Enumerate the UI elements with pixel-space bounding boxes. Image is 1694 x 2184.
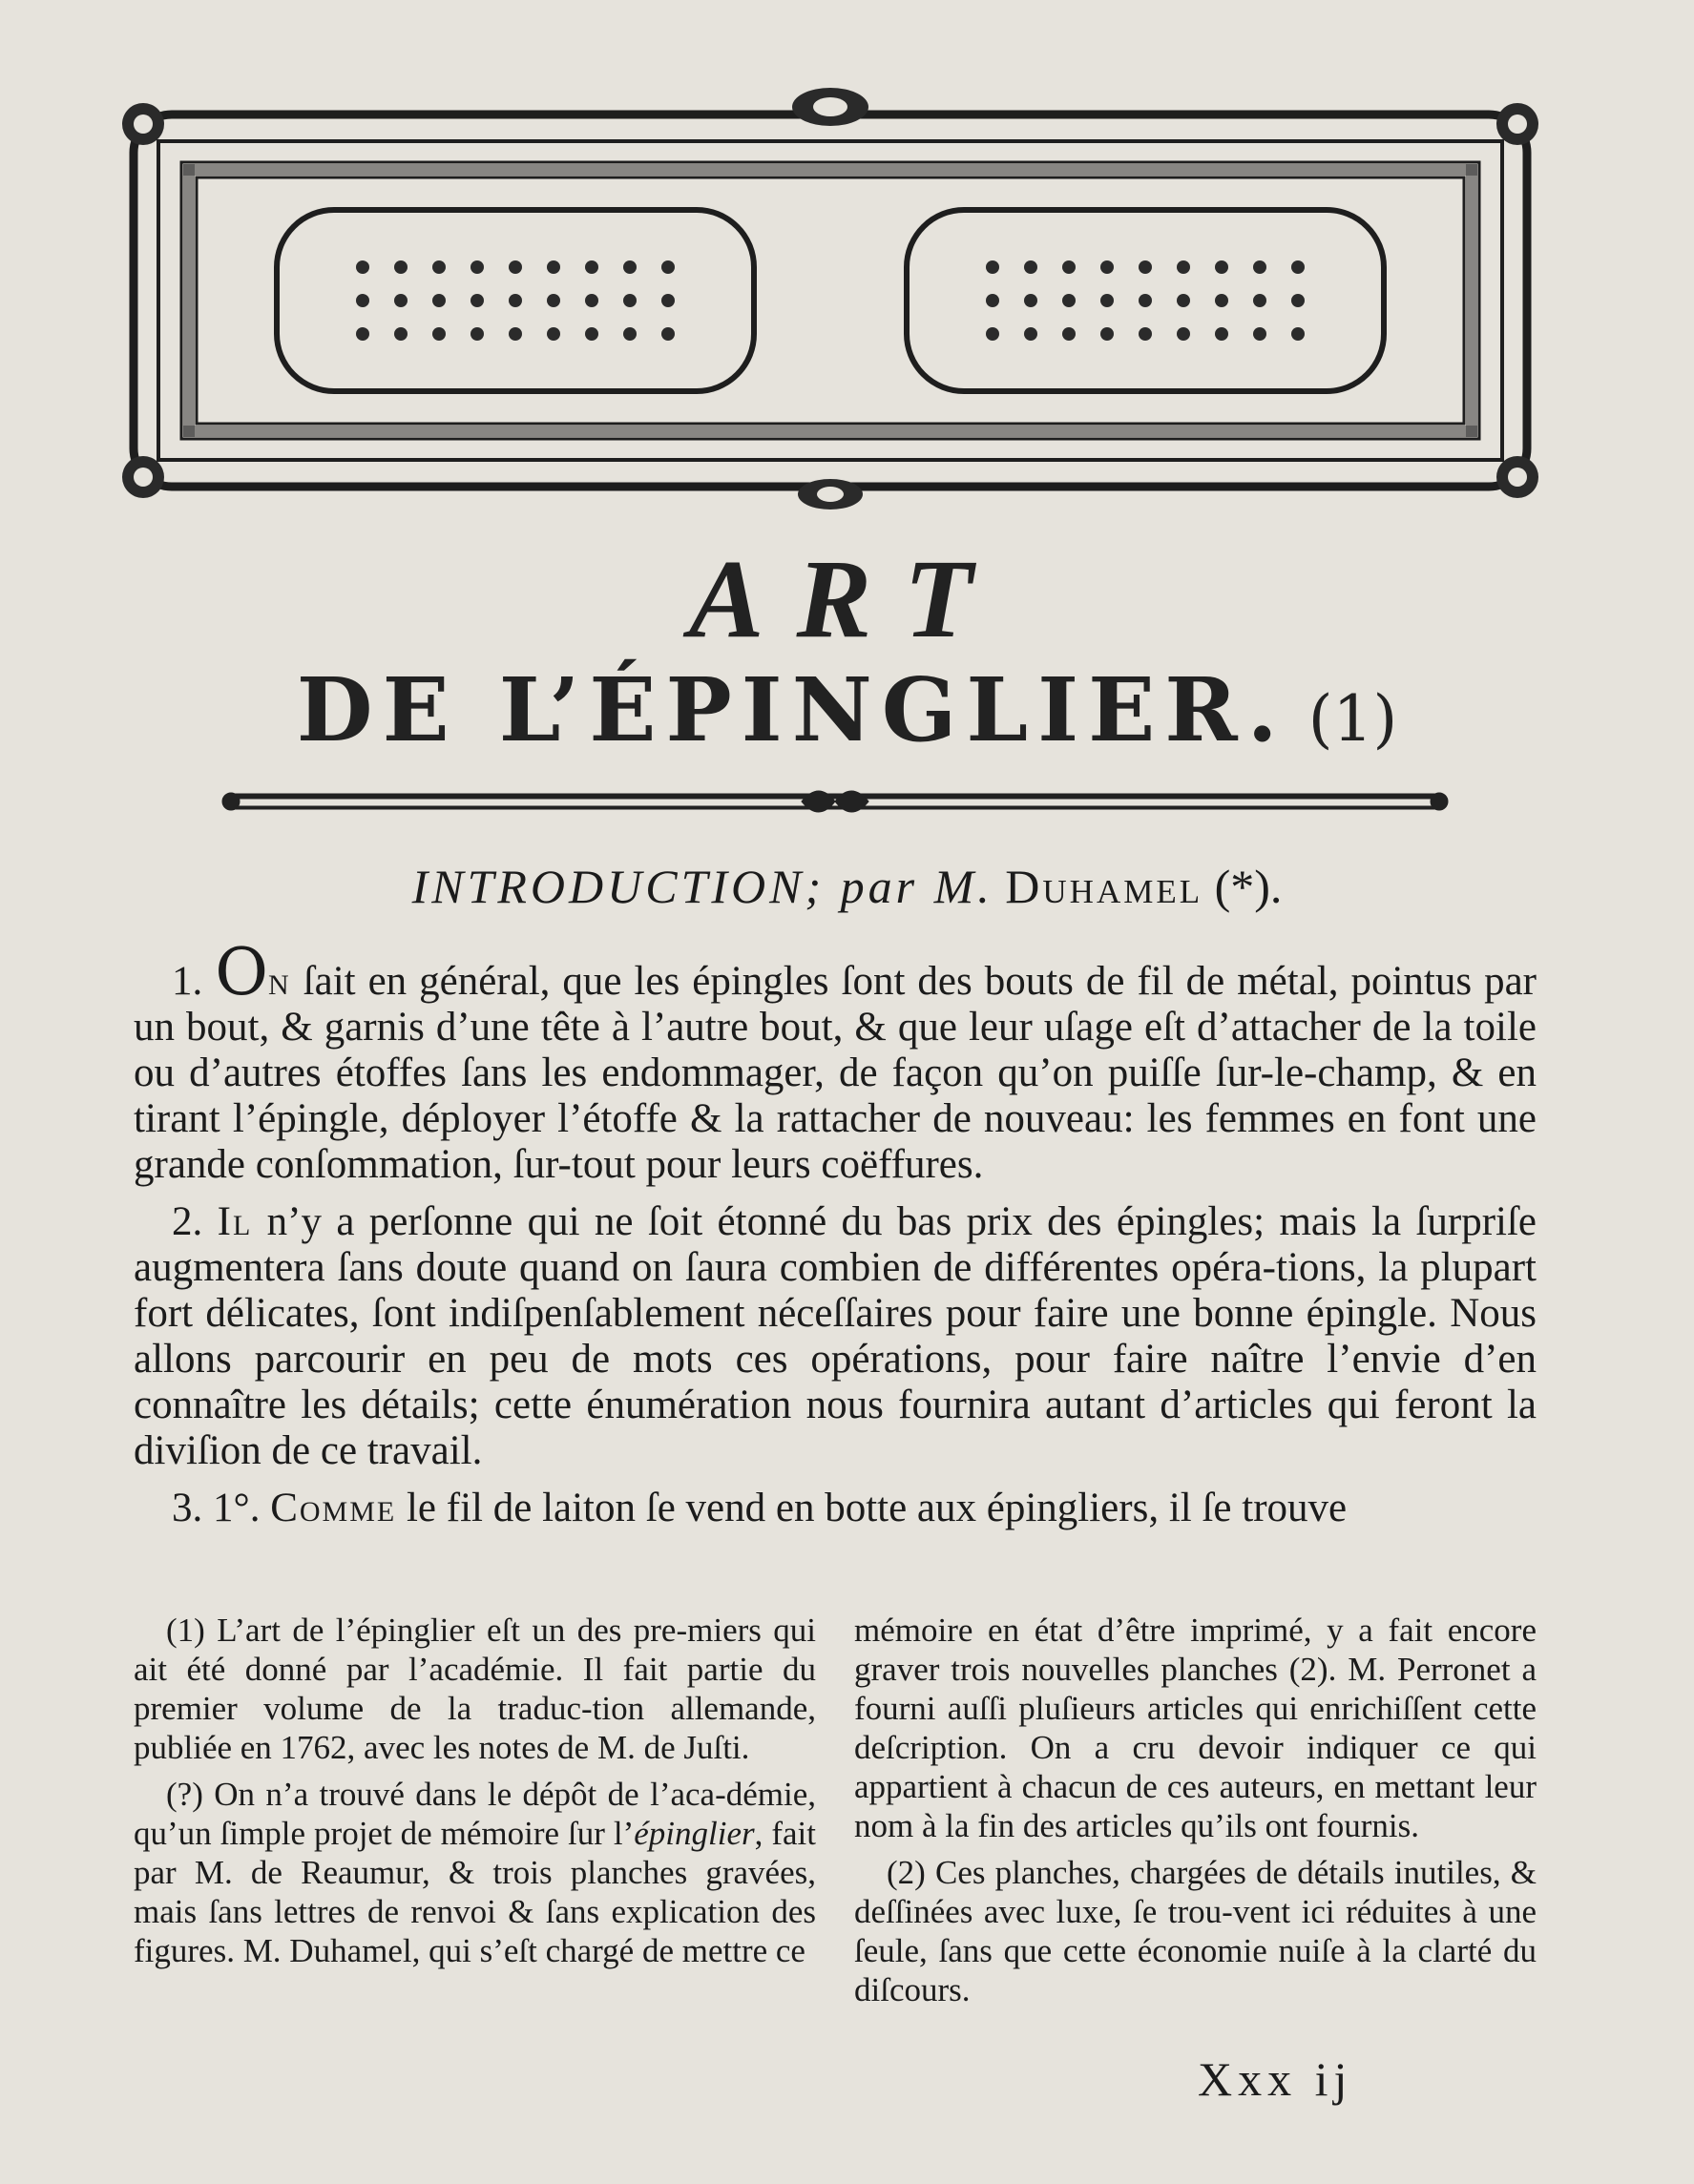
footnotes bbox=[134, 1611, 1537, 2017]
paragraph-lead: Comme bbox=[270, 1486, 397, 1530]
paragraph-text: n’y a perſonne qui ne ſoit étonné du bas prix des épingles; mais la ſurpriſe augmentera ſans doute quand on ſaura combien de différentes opéra-tions, la plupart fort délicates, ſont indiſpenſablement néceſſaires pour faire une bonne épingle. Nous allons parcourir en peu de mots ces opérations, pour faire naître l’envie d’en connaître les détails; cette énumération nous fournira autant d’articles qui feront la diviſion de ce travail. bbox=[134, 1199, 1537, 1473]
title-main-text: DE L’ÉPINGLIER. bbox=[296, 658, 1287, 761]
intro-sep: ; par M. bbox=[805, 860, 993, 913]
paragraph-lead: Il bbox=[217, 1199, 253, 1244]
signature-mark: Xxx ij bbox=[1198, 2052, 1353, 2106]
rule-ornament-icon bbox=[220, 780, 1451, 824]
intro-author: Duhamel bbox=[1005, 860, 1203, 913]
ornamental-rule bbox=[220, 780, 1451, 824]
footnote-continuation: mémoire en état d’être imprimé, y a fait encore graver trois nouvelles planches (2). M. Perronet a fourni auſſi pluſieurs articles qui enrichiſſent cette deſcription. On a cru devoir indiquer ce qui appartient à chacun de ces auteurs, en mettant leur nom à la fin des articles qu’ils ont fournis. bbox=[854, 1612, 1537, 1844]
intro-heading bbox=[0, 859, 1694, 914]
footnote-2: (2) Ces planches, chargées de détails inutiles, & deſſinées avec luxe, ſe trou-vent ici réduites à une ſeule, ſans que cette économie nuiſe à la clarté du diſcours. bbox=[854, 1854, 1537, 2008]
paragraph-number: 2. bbox=[172, 1199, 203, 1244]
ornament-frame-icon bbox=[115, 86, 1546, 515]
footnote-column-right bbox=[854, 1611, 1537, 2017]
paragraph-2 bbox=[134, 1199, 1537, 1474]
title-line-2 bbox=[0, 658, 1694, 761]
footnote-star-b: , fait par M. de Reaumur, & trois planches gravées, mais ſans lettres de renvoi & ſans explication des figures. M. Duhamel, qui s’eſt chargé de mettre ce bbox=[134, 1815, 817, 1969]
paragraph-lead: n bbox=[268, 959, 291, 1004]
footnote-star bbox=[134, 1775, 816, 1970]
paragraph-text: le fil de laiton ſe vend en botte aux épingliers, il ſe trouve bbox=[396, 1486, 1348, 1530]
paragraph-3 bbox=[134, 1486, 1537, 1531]
ornamental-banner bbox=[115, 86, 1546, 515]
paragraph-text: ſait en général, que les épingles ſont des bouts de fil de métal, pointus par un bout, & garnis d’une tête à l’autre bout, & que leur uſage eſt d’attacher de la toile ou d’autres étoffes ſans les endommager, de façon qu’on puiſſe ſur-le-champ, & en tirant l’épingle, déployer l’étoffe & la rattacher de nouveau: les femmes en font une grande conſommation, ſur-tout pour leurs coëffures. bbox=[134, 959, 1537, 1187]
title-note-mark: (1) bbox=[1307, 682, 1398, 756]
paragraph-number: 3. 1°. bbox=[172, 1486, 261, 1530]
footnote-star-em: épinglier bbox=[634, 1815, 755, 1852]
footnote-1: (1) L’art de l’épinglier eſt un des pre-miers qui ait été donné par l’académie. Il fait partie du premier volume de la traduc-tion allemande, publiée en 1762, avec les notes de M. de Juſti. bbox=[134, 1612, 816, 1766]
footnote-column-left bbox=[134, 1611, 816, 2017]
drop-cap: O bbox=[215, 935, 268, 1010]
paragraph-number: 1. bbox=[172, 959, 203, 1004]
footnote-star-a: (?) On n’a trouvé dans le dépôt de l’aca-démie, qu’un ſimple projet de mémoire ſur l’ bbox=[134, 1776, 816, 1852]
main-text bbox=[134, 935, 1537, 1543]
intro-label: INTRODUCTION bbox=[411, 860, 805, 913]
title-line-1: ART bbox=[688, 536, 1006, 661]
paragraph-1 bbox=[134, 935, 1537, 1188]
intro-mark: (*). bbox=[1214, 860, 1283, 913]
